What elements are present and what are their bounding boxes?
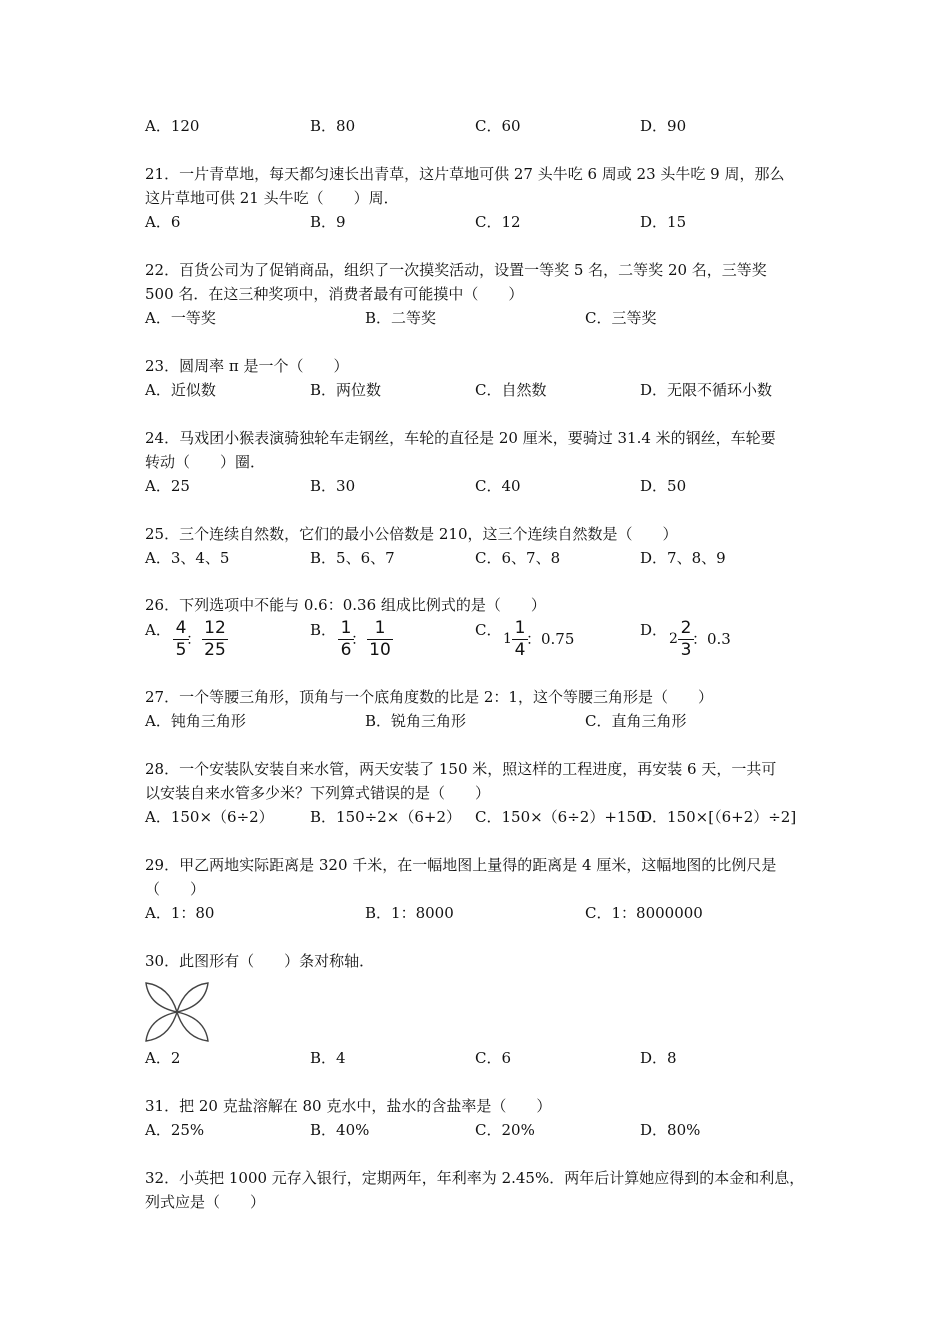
q32-stem-line2: 列式应是（ ） — [145, 1193, 266, 1211]
q25-option-c: C．6、7、8 — [475, 549, 561, 567]
q20-option-a: A．120 — [145, 117, 200, 135]
q29-option-c: C．1：8000000 — [585, 904, 703, 922]
fraction-numerator: 1 — [374, 618, 386, 638]
q26-option-d-whole: 2 — [669, 631, 678, 647]
fraction-numerator: 1 — [340, 618, 352, 638]
q22-stem-line1: 22．百货公司为了促销商品，组织了一次摸奖活动，设置一等奖 5 名，二等奖 20 名，三等奖 — [145, 261, 767, 279]
q26-option-a-label: A． — [145, 621, 171, 639]
q30-stem: 30．此图形有（ ）条对称轴． — [145, 952, 375, 970]
q27-option-c: C．直角三角形 — [585, 712, 687, 730]
q26-option-d-label: D． — [640, 621, 668, 639]
q26-option-b-separator: ： — [351, 630, 367, 648]
q22-option-c: C．三等奖 — [585, 309, 657, 327]
four-petal-figure — [143, 980, 211, 1044]
q29-option-b: B．1：8000 — [365, 904, 454, 922]
q21-stem-line2: 这片草地可供 21 头牛吃（ ）周． — [145, 189, 399, 207]
q21-option-d: D．15 — [640, 213, 687, 231]
q26-option-c-label: C． — [475, 621, 502, 639]
q31-stem: 31．把 20 克盐溶解在 80 克水中，盐水的含盐率是（ ） — [145, 1097, 552, 1115]
fraction-denominator: 3 — [680, 640, 692, 660]
q23-option-d: D．无限不循环小数 — [640, 381, 773, 399]
q31-option-a: A．25% — [145, 1121, 205, 1139]
q24-option-d: D．50 — [640, 477, 687, 495]
q26-option-a-separator: ： — [186, 630, 202, 648]
q29-stem-line2: （ ） — [145, 880, 206, 898]
q25-option-d: D．7、8、9 — [640, 549, 726, 567]
q28-option-d: D．150×[（6+2）÷2] — [640, 808, 797, 826]
q25-option-a: A．3、4、5 — [145, 549, 230, 567]
fraction-denominator: 10 — [369, 640, 391, 660]
q23-option-b: B．两位数 — [310, 381, 382, 399]
q32-stem-line1: 32．小英把 1000 元存入银行，定期两年，年利率为 2.45%．两年后计算她应得到的本金和利息， — [145, 1169, 805, 1187]
fraction-numerator: 2 — [680, 618, 692, 638]
q27-stem: 27．一个等腰三角形，顶角与一个底角度数的比是 2：1，这个等腰三角形是（ ） — [145, 688, 713, 706]
q26-option-a-fraction-2 — [202, 618, 228, 660]
q26-option-d-rest: ：0.3 — [692, 630, 731, 648]
q21-option-a: A．6 — [145, 213, 181, 231]
q29-option-a: A．1：80 — [145, 904, 215, 922]
q25-option-b: B．5、6、7 — [310, 549, 395, 567]
q30-option-b: B．4 — [310, 1049, 346, 1067]
q21-option-c: C．12 — [475, 213, 521, 231]
q26-option-b-fraction-2 — [367, 618, 393, 660]
q26-option-b-label: B． — [310, 621, 337, 639]
q26-option-c-rest: ：0.75 — [526, 630, 575, 648]
q26-stem: 26．下列选项中不能与 0.6：0.36 组成比例式的是（ ） — [145, 596, 546, 614]
q22-stem-line2: 500 名．在这三种奖项中，消费者最有可能摸中（ ） — [145, 285, 524, 303]
q20-option-d: D．90 — [640, 117, 687, 135]
q24-stem-line1: 24．马戏团小猴表演骑独轮车走钢丝，车轮的直径是 20 厘米，要骑过 31.4 米的钢丝，车轮要 — [145, 429, 776, 447]
q28-option-a: A．150×（6÷2） — [145, 808, 274, 826]
q31-option-d: D．80% — [640, 1121, 701, 1139]
q28-stem-line1: 28．一个安装队安装自来水管，两天安装了 150 米，照这样的工程进度，再安装 6 天，一共可 — [145, 760, 777, 778]
q27-option-b: B．锐角三角形 — [365, 712, 467, 730]
fraction-denominator: 5 — [175, 640, 187, 660]
fraction-denominator: 6 — [340, 640, 352, 660]
fraction-numerator: 12 — [204, 618, 226, 638]
q31-option-b: B．40% — [310, 1121, 370, 1139]
q30-option-a: A．2 — [145, 1049, 181, 1067]
fraction-denominator: 4 — [514, 640, 526, 660]
q28-option-b: B．150÷2×（6+2） — [310, 808, 461, 826]
fraction-denominator: 25 — [204, 640, 226, 660]
q31-option-c: C．20% — [475, 1121, 535, 1139]
q22-option-a: A．一等奖 — [145, 309, 216, 327]
fraction-numerator: 1 — [514, 618, 526, 638]
q20-option-b: B．80 — [310, 117, 356, 135]
q23-option-a: A．近似数 — [145, 381, 216, 399]
q24-option-a: A．25 — [145, 477, 190, 495]
q24-option-c: C．40 — [475, 477, 521, 495]
q23-stem: 23．圆周率 π 是一个（ ） — [145, 357, 349, 375]
q20-option-c: C．60 — [475, 117, 521, 135]
q27-option-a: A．钝角三角形 — [145, 712, 246, 730]
q24-option-b: B．30 — [310, 477, 356, 495]
q21-stem-line1: 21．一片青草地，每天都匀速长出青草，这片草地可供 27 头牛吃 6 周或 23 头牛吃 9 周，那么 — [145, 165, 785, 183]
q23-option-c: C．自然数 — [475, 381, 547, 399]
q29-stem-line1: 29．甲乙两地实际距离是 320 千米，在一幅地图上量得的距离是 4 厘米，这幅地图的比例尺是 — [145, 856, 777, 874]
q26-option-c-whole: 1 — [503, 631, 512, 647]
q30-option-c: C．6 — [475, 1049, 512, 1067]
q21-option-b: B．9 — [310, 213, 346, 231]
q28-stem-line2: 以安装自来水管多少米？下列算式错误的是（ ） — [145, 784, 491, 802]
q24-stem-line2: 转动（ ）圈． — [145, 453, 266, 471]
q28-option-c: C．150×（6÷2）+150 — [475, 808, 646, 826]
q22-option-b: B．二等奖 — [365, 309, 437, 327]
q25-stem: 25．三个连续自然数，它们的最小公倍数是 210，这三个连续自然数是（ ） — [145, 525, 678, 543]
fraction-numerator: 4 — [175, 618, 187, 638]
q30-option-d: D．8 — [640, 1049, 677, 1067]
